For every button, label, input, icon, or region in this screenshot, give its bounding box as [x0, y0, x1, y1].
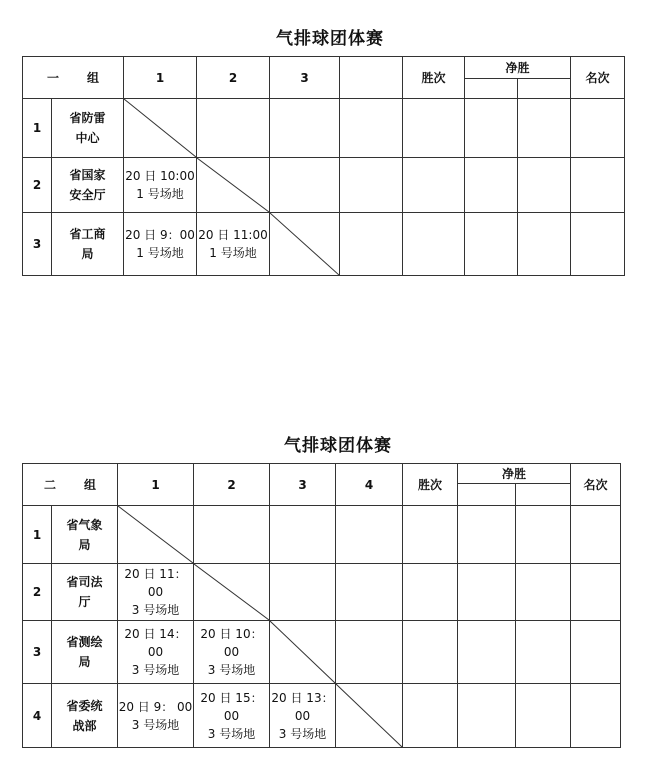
- net-sub-cell: [518, 79, 571, 99]
- team-name: 省国家 安全厅: [52, 158, 124, 213]
- score-cell: [403, 621, 458, 684]
- wins-header: 胜次: [403, 464, 458, 506]
- score-cell: [340, 213, 403, 276]
- col-header-3: 3: [270, 57, 340, 99]
- diagonal-cell: [270, 621, 336, 684]
- score-cell: [571, 621, 621, 684]
- team-name: 省防雷 中心: [52, 99, 124, 158]
- score-cell: [403, 506, 458, 564]
- col-header-2: 2: [197, 57, 270, 99]
- col-header-4: 4: [336, 464, 403, 506]
- score-cell: [197, 99, 270, 158]
- score-cell: [270, 158, 340, 213]
- diagonal-cell: [197, 158, 270, 213]
- score-cell: [465, 99, 518, 158]
- match-cell: 20 日 13： 00 3 号场地: [270, 684, 336, 748]
- group1-table: [22, 56, 625, 276]
- score-cell: [403, 213, 465, 276]
- wins-header: 胜次: [403, 57, 465, 99]
- net-sub-cell: [465, 79, 518, 99]
- diagonal-cell: [270, 213, 340, 276]
- row-number: 4: [23, 684, 52, 748]
- score-cell: [571, 684, 621, 748]
- col-header-4: [340, 57, 403, 99]
- score-cell: [516, 506, 571, 564]
- diagonal-cell: [194, 564, 270, 621]
- col-header-2: 2: [194, 464, 270, 506]
- row-number: 1: [23, 506, 52, 564]
- row-number: 2: [23, 564, 52, 621]
- score-cell: [458, 564, 516, 621]
- score-cell: [516, 684, 571, 748]
- net-wins-header: 净胜: [465, 57, 571, 79]
- score-cell: [403, 684, 458, 748]
- score-cell: [270, 99, 340, 158]
- match-cell: 20 日 10：00 3 号场地: [194, 621, 270, 684]
- team-name: 省气象 局: [52, 506, 118, 564]
- score-cell: [270, 564, 336, 621]
- match-cell: 20 日 11：00 3 号场地: [118, 564, 194, 621]
- team-name: 省测绘 局: [52, 621, 118, 684]
- group-label: 二 组: [23, 464, 118, 506]
- score-cell: [403, 564, 458, 621]
- score-cell: [270, 506, 336, 564]
- group1-title: 气排球团体赛: [276, 29, 384, 49]
- score-cell: [571, 506, 621, 564]
- group-label: 一 组: [23, 57, 124, 99]
- rank-header: 名次: [571, 464, 621, 506]
- diagonal-cell: [124, 99, 197, 158]
- score-cell: [458, 621, 516, 684]
- score-cell: [571, 99, 625, 158]
- row-number: 1: [23, 99, 52, 158]
- score-cell: [518, 99, 571, 158]
- score-cell: [571, 158, 625, 213]
- row-number: 3: [23, 213, 52, 276]
- score-cell: [336, 621, 403, 684]
- row-number: 3: [23, 621, 52, 684]
- group2-table: [22, 463, 621, 748]
- score-cell: [340, 99, 403, 158]
- score-cell: [518, 158, 571, 213]
- match-cell: 20 日 15：00 3 号场地: [194, 684, 270, 748]
- score-cell: [516, 621, 571, 684]
- score-cell: [516, 564, 571, 621]
- match-cell: 20 日 11:00 1 号场地: [197, 213, 270, 276]
- col-header-1: 1: [118, 464, 194, 506]
- group2-title: 气排球团体赛: [284, 436, 392, 456]
- score-cell: [194, 506, 270, 564]
- score-cell: [465, 158, 518, 213]
- net-sub-cell: [458, 484, 516, 506]
- score-cell: [340, 158, 403, 213]
- match-cell: 20 日 10:00 1 号场地: [124, 158, 197, 213]
- score-cell: [465, 213, 518, 276]
- match-cell: 20 日 14：00 3 号场地: [118, 621, 194, 684]
- score-cell: [571, 564, 621, 621]
- diagonal-cell: [336, 684, 403, 748]
- score-cell: [403, 158, 465, 213]
- match-cell: 20 日 9： 00 3 号场地: [118, 684, 194, 748]
- team-name: 省司法 厅: [52, 564, 118, 621]
- row-number: 2: [23, 158, 52, 213]
- team-name: 省工商 局: [52, 213, 124, 276]
- col-header-1: 1: [124, 57, 197, 99]
- net-sub-cell: [516, 484, 571, 506]
- net-wins-header: 净胜: [458, 464, 571, 484]
- score-cell: [458, 684, 516, 748]
- score-cell: [336, 506, 403, 564]
- score-cell: [403, 99, 465, 158]
- score-cell: [336, 564, 403, 621]
- match-cell: 20 日 9：00 1 号场地: [124, 213, 197, 276]
- team-name: 省委统 战部: [52, 684, 118, 748]
- col-header-3: 3: [270, 464, 336, 506]
- score-cell: [571, 213, 625, 276]
- diagonal-cell: [118, 506, 194, 564]
- rank-header: 名次: [571, 57, 625, 99]
- score-cell: [518, 213, 571, 276]
- score-cell: [458, 506, 516, 564]
